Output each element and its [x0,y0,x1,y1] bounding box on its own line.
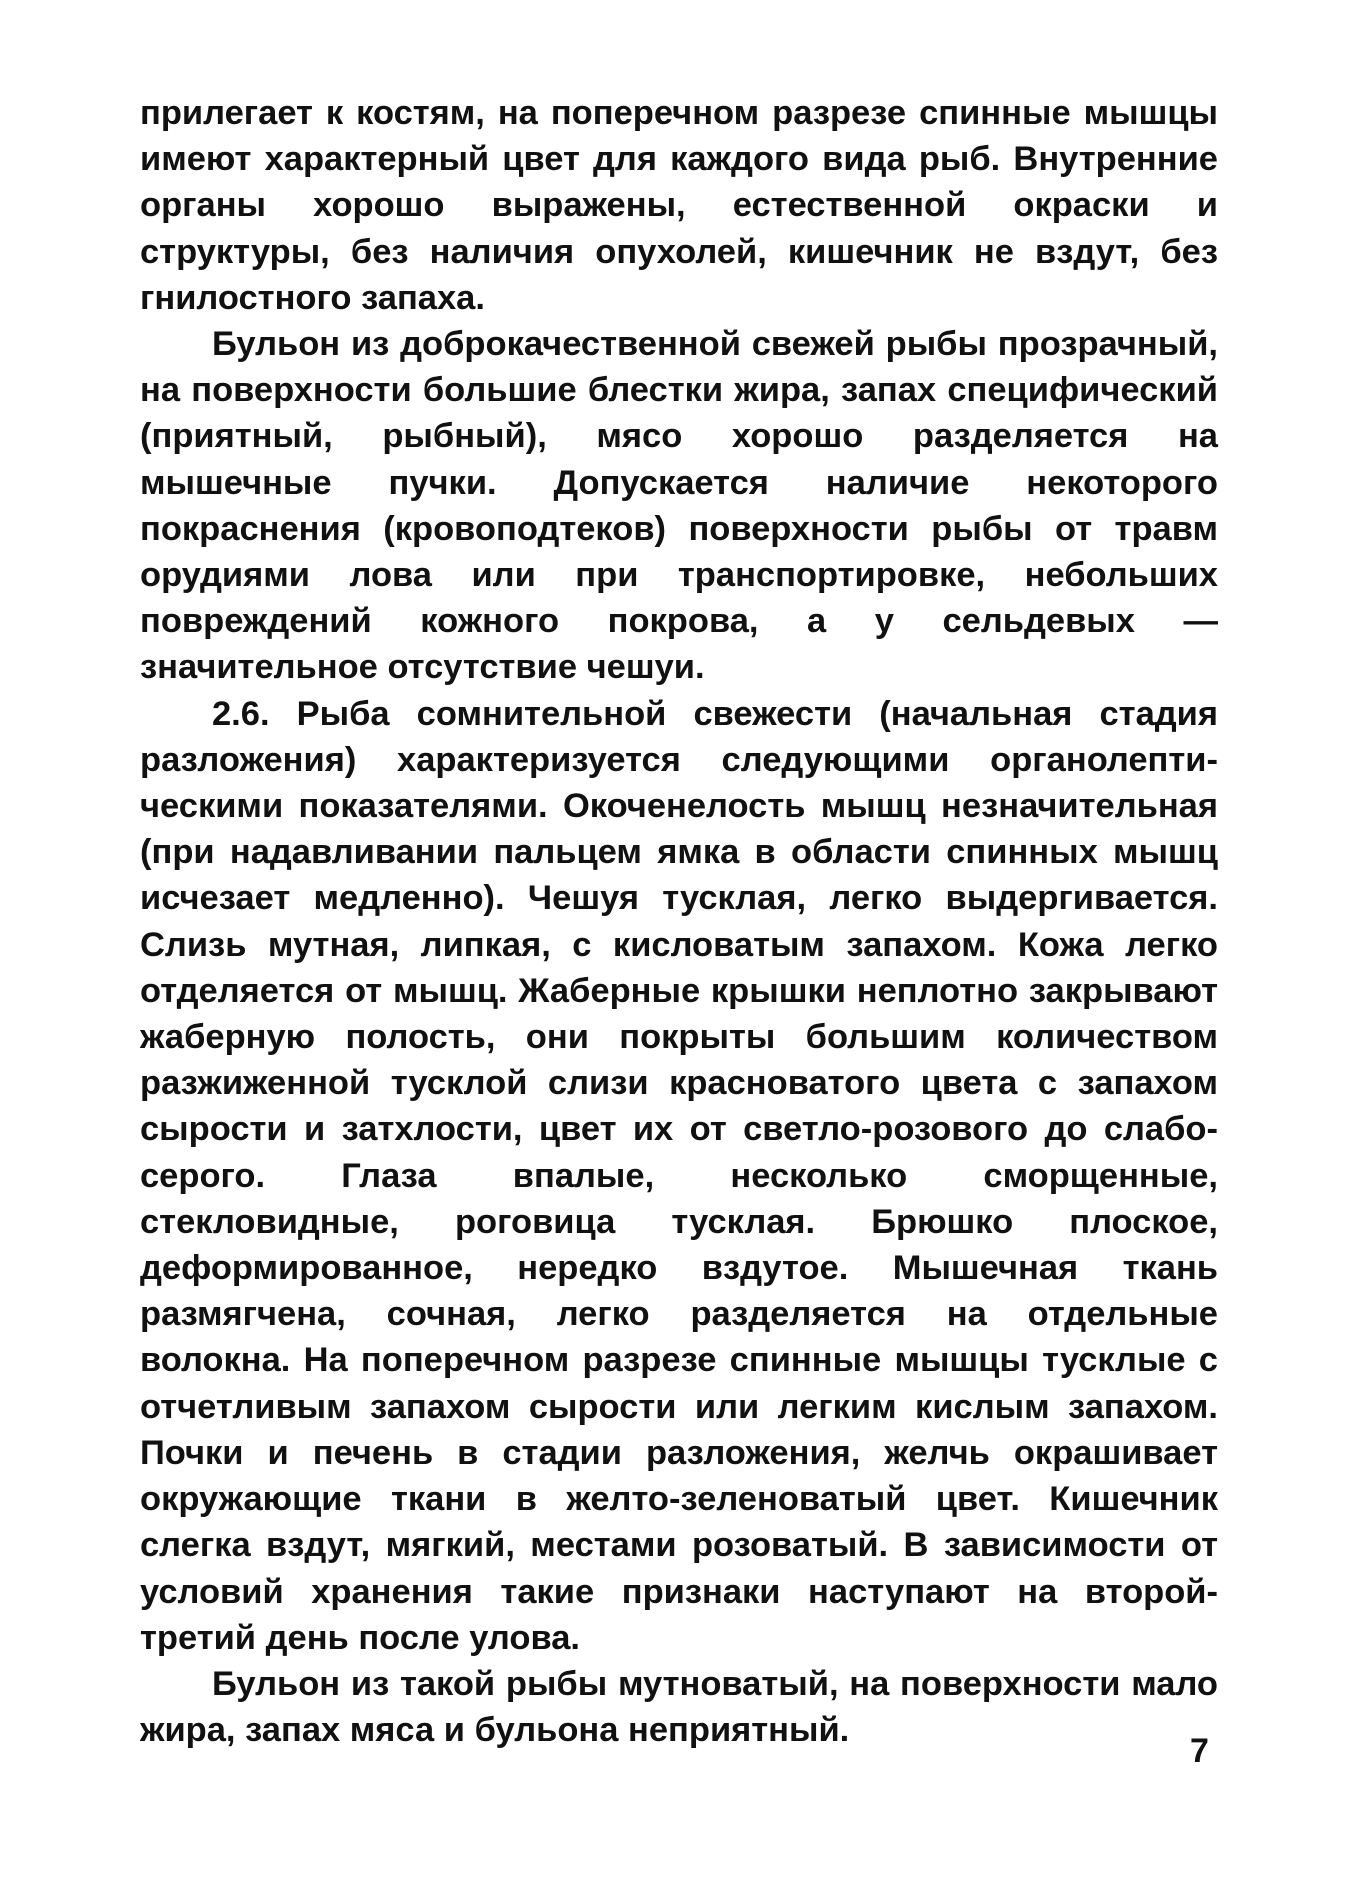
body-text [140,90,1218,1753]
paragraph-continued: прилегает к костям, на поперечном разрезе спинные мышцы имеют характерный цвет для каждого вида рыб. Внутренние органы хорошо выражены, естественной окраски и структуры, без наличия опухолей, кишечник не вздут, без гнилостного запаха. [140,94,1218,317]
page-number: 7 [1190,1732,1209,1770]
paragraph-broth-doubtful: Бульон из такой рыбы мутноватый, на поверхности мало жира, запах мяса и бульона неприятный. [140,1664,1218,1750]
paragraph-section-2-6: 2.6. Рыба сомнительной свежести (начальная стадия разложения) характеризуется следующими органолептическими показателями. Окоченелость мышц незначительная (при надавливании пальцем ямка в области спинных мышц исчезает медленно). Чешуя тусклая, легко выдергивается. Слизь мутная, липкая, с кисловатым запахом. Кожа легко отделяется от мышц. Жаберные крышки неплотно закрывают жаберную полость, они покрыты большим количеством разжиженной тусклой слизи красноватого цвета с запахом сырости и затхлости, цвет их от светло-розового до слабо-серого. Глаза впалые, несколько сморщенные, стекловидные, роговица тусклая. Брюшко плоское, деформированное, нередко вздутое. Мышечная ткань размягчена, сочная, легко разделяется на отдельные волокна. На поперечном разрезе спинные мышцы тусклые с отчетливым запахом сырости или легким кислым запахом. Почки и печень в стадии разложения, желчь окрашивает окружающие ткани в желто-зеленоватый цвет. Кишечник слегка вздут, мягкий, местами розоватый. В зависимости от условий хранения такие признаки наступают на второй-третий день после улова. [140,694,1218,1657]
paragraph-broth-fresh: Бульон из доброкачественной свежей рыбы прозрачный, на поверхности большие блестки жира, запах специфический (приятный, рыбный), мясо хорошо разделяется на мышечные пучки. Допускается наличие некоторого покраснения (кровоподтеков) поверхности рыбы от травм орудиями лова или при транспортировке, небольших повреждений кожного покрова, а у сельдевых — значительное отсутствие чешуи. [140,325,1218,687]
